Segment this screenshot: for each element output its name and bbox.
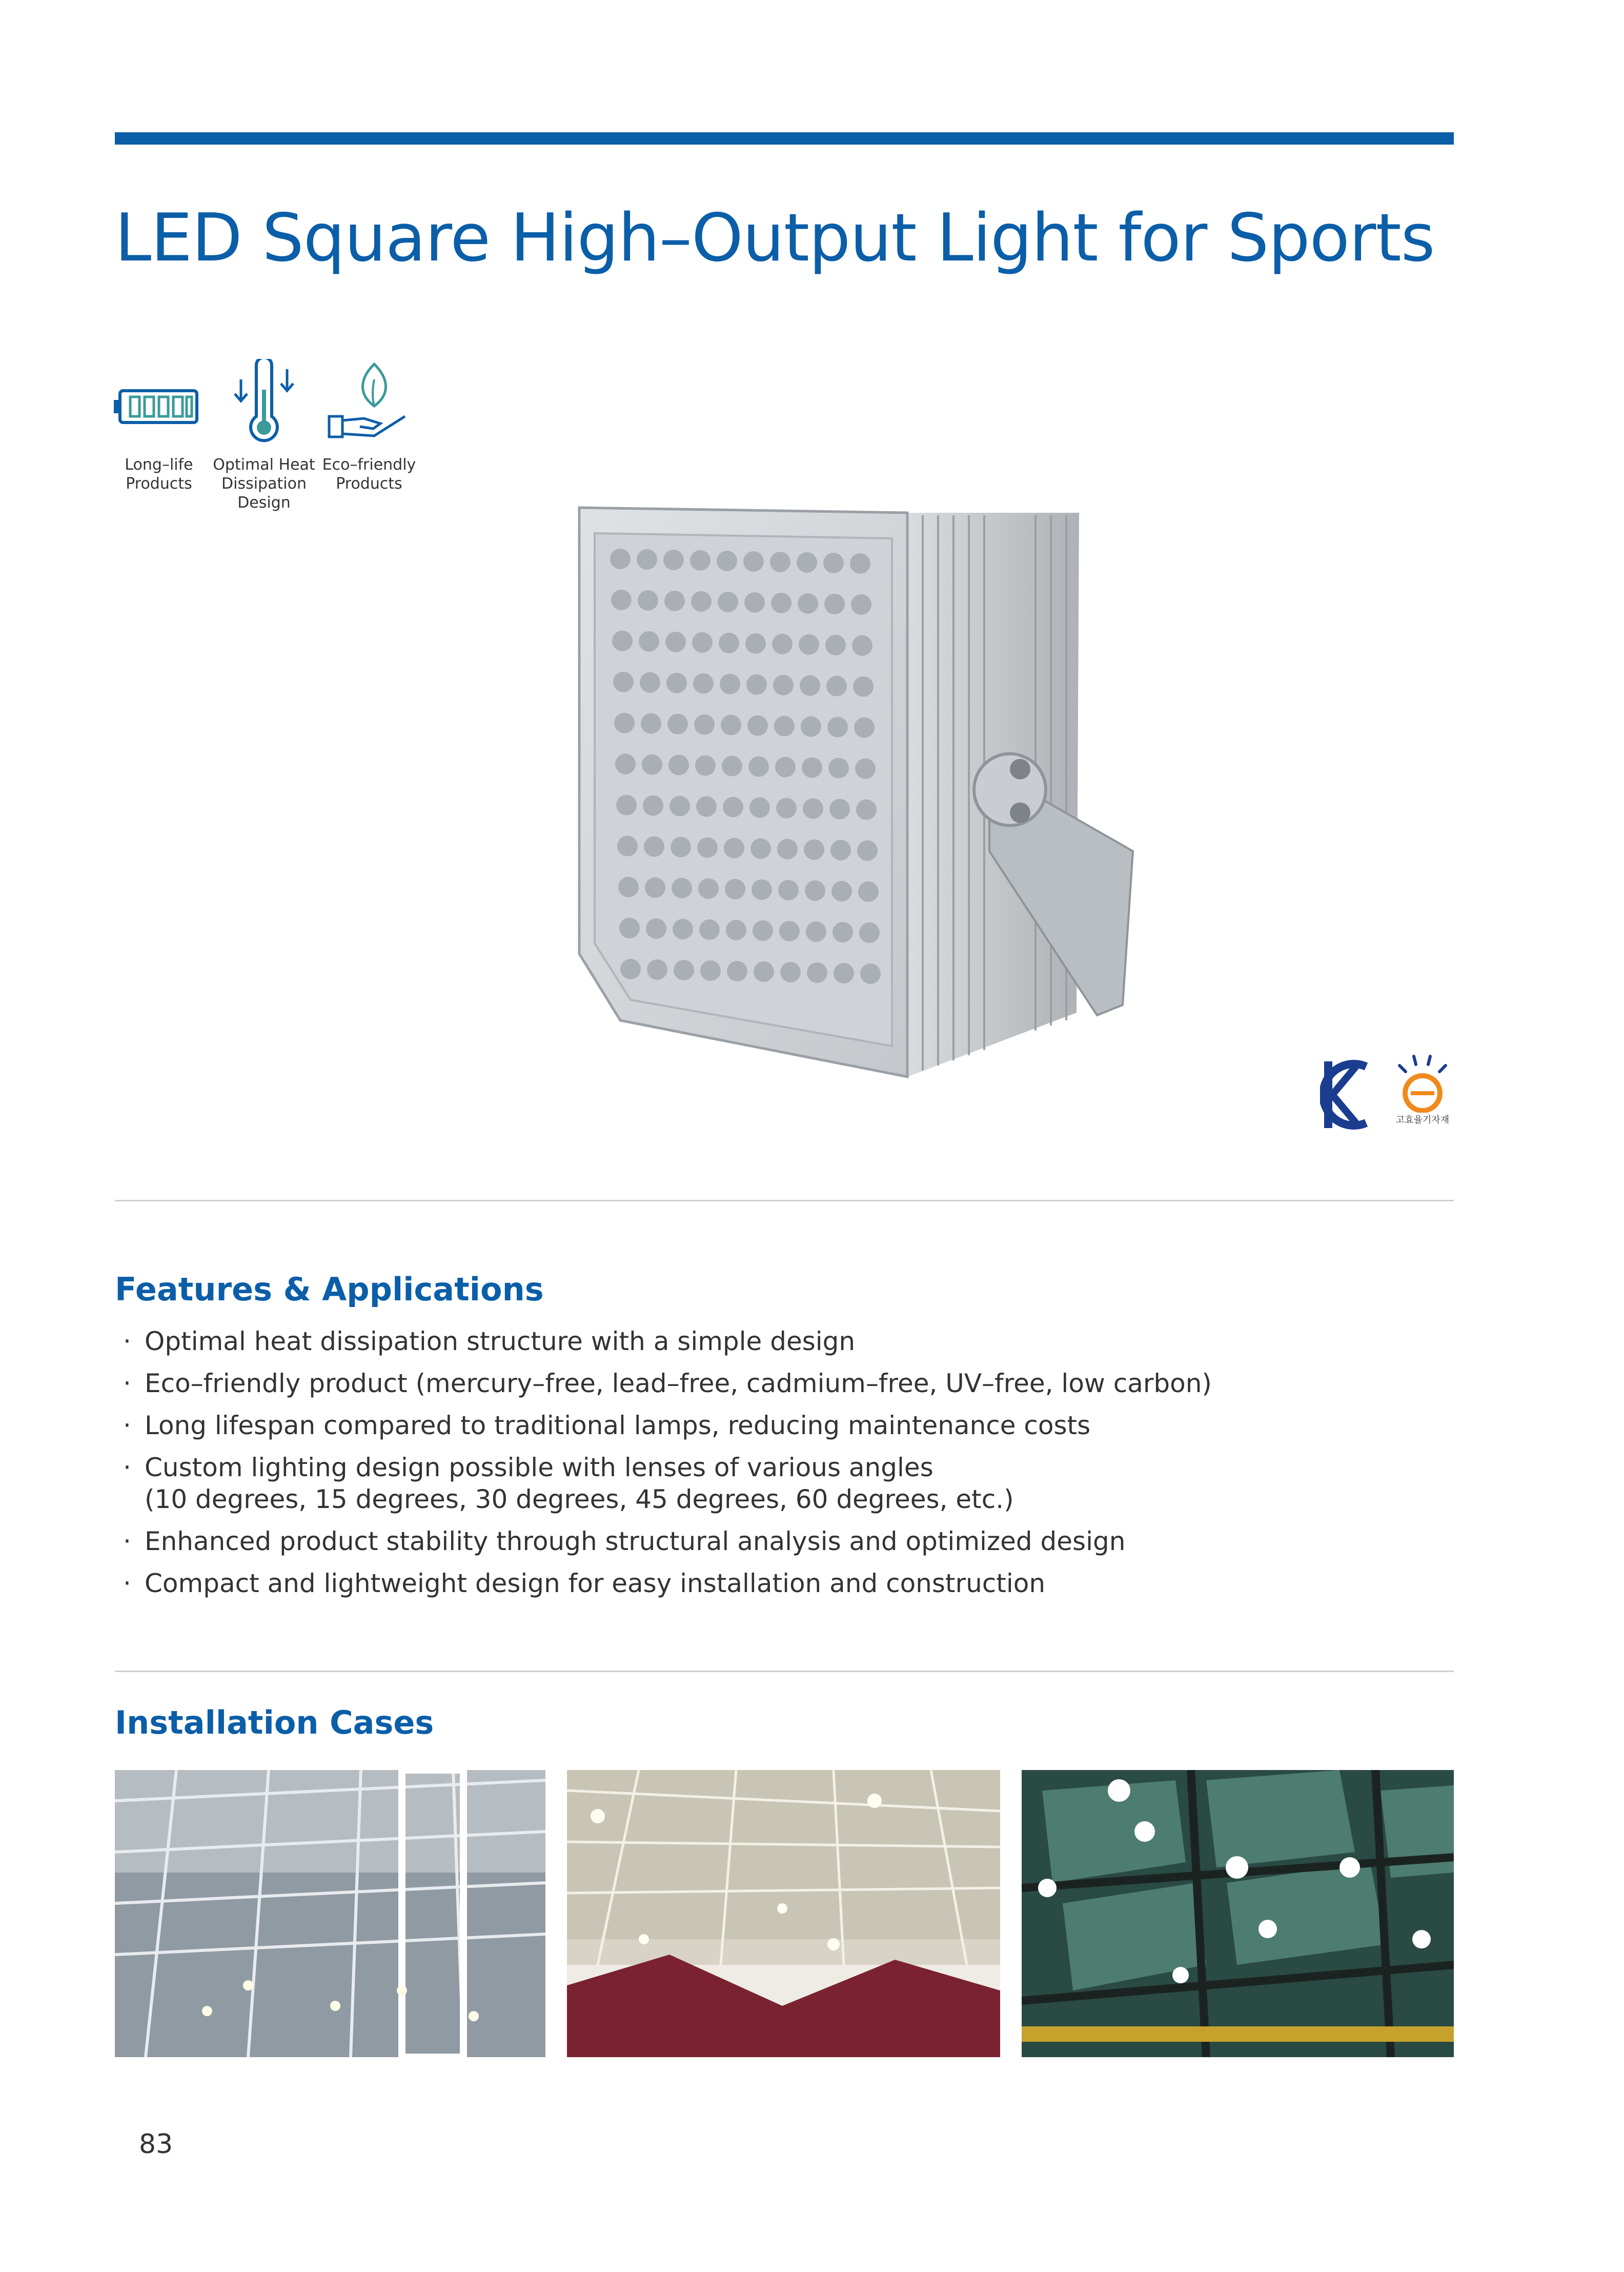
led-lens <box>669 796 690 816</box>
led-lens <box>616 795 637 815</box>
led-lens <box>663 550 684 570</box>
led-lens <box>774 716 795 736</box>
led-lens <box>744 592 765 613</box>
list-item: · Long lifespan compared to traditional lamps, reducing maintenance costs <box>123 1411 1091 1440</box>
led-lens <box>721 715 741 735</box>
led-lens <box>804 839 824 860</box>
section-divider <box>115 1200 1454 1201</box>
led-lens <box>717 551 737 571</box>
led-lens <box>800 675 820 696</box>
led-lens <box>615 754 636 774</box>
led-lens <box>697 837 718 858</box>
led-lens <box>613 672 634 692</box>
kc-mark-icon <box>1320 1056 1371 1133</box>
installation-photo-3 <box>1022 1770 1454 2057</box>
eco-mark-caption: 고효율기자재 <box>1395 1115 1450 1125</box>
led-lens <box>858 881 879 902</box>
led-lens <box>643 795 663 816</box>
led-lens <box>667 714 688 734</box>
led-lens <box>853 676 874 697</box>
led-lens <box>726 920 746 940</box>
led-lens <box>780 962 801 982</box>
led-lens <box>723 797 743 817</box>
list-item: · Compact and lightweight design for easy installation and construction <box>123 1569 1046 1598</box>
list-item: · Eco–friendly product (mercury–free, lead–free, cadmium–free, UV–free, low carbon) <box>123 1369 1212 1398</box>
led-lens <box>696 796 717 817</box>
led-lens <box>727 961 747 981</box>
led-lens <box>855 758 876 779</box>
product-image <box>543 492 1159 1108</box>
section-divider <box>115 1671 1454 1672</box>
led-lens <box>748 756 769 777</box>
led-lens <box>806 921 826 942</box>
led-lens <box>850 553 870 574</box>
led-lens <box>690 550 710 571</box>
led-lens <box>777 839 798 859</box>
led-lens <box>644 836 664 857</box>
led-lens <box>826 676 847 696</box>
led-lens <box>776 798 797 818</box>
led-lens <box>857 840 878 861</box>
led-lens <box>694 714 715 735</box>
led-lens <box>611 590 632 610</box>
led-lens <box>617 836 638 856</box>
led-lens <box>771 593 791 613</box>
installation-photo-1 <box>115 1770 545 2057</box>
led-lens <box>805 880 825 901</box>
feature-label-long-life: Long–life Products <box>125 456 193 493</box>
led-lens <box>645 877 665 898</box>
led-lens <box>779 921 800 941</box>
led-lens <box>797 552 817 573</box>
led-lens <box>852 635 872 656</box>
led-lens <box>647 959 667 980</box>
led-lens <box>825 635 846 655</box>
led-lens <box>770 552 790 572</box>
thermometer-icon <box>218 359 310 451</box>
top-rule <box>115 132 1454 145</box>
led-lens <box>807 962 827 983</box>
led-lens <box>778 880 799 900</box>
led-lens <box>724 838 744 858</box>
led-lens <box>827 717 848 737</box>
led-lens <box>754 961 774 982</box>
led-lens <box>824 594 845 614</box>
installation-photo-2 <box>567 1770 1000 2057</box>
led-lens <box>674 960 694 980</box>
led-lens <box>640 672 660 693</box>
led-lens <box>638 590 658 611</box>
led-lens <box>693 673 714 694</box>
led-lens <box>775 757 796 777</box>
led-lens <box>746 674 767 695</box>
led-lens <box>612 631 633 651</box>
led-lens <box>831 881 852 901</box>
led-lens <box>799 634 819 655</box>
led-lens <box>828 758 849 778</box>
led-lens <box>618 877 639 897</box>
led-lens <box>666 673 687 693</box>
led-lens <box>619 918 640 938</box>
led-lens <box>698 878 719 899</box>
led-lens <box>753 920 773 941</box>
page-number: 83 <box>139 2129 173 2160</box>
led-lens <box>823 553 844 573</box>
led-lens <box>614 713 635 733</box>
led-lens <box>718 592 738 612</box>
led-lens <box>700 960 721 981</box>
led-lens <box>673 919 693 939</box>
led-lens <box>664 591 685 611</box>
led-lens <box>671 837 691 857</box>
led-lens <box>830 840 851 860</box>
led-lens <box>750 838 771 859</box>
led-lens <box>745 633 766 654</box>
list-item: · Enhanced product stability through structural analysis and optimized design <box>123 1526 1126 1556</box>
led-lens <box>859 922 880 943</box>
led-lens <box>749 797 770 818</box>
led-lens <box>801 716 821 737</box>
led-lens <box>720 674 740 694</box>
led-lens <box>833 922 853 942</box>
led-lens <box>798 593 818 614</box>
led-lens <box>719 633 739 653</box>
led-lens <box>641 713 661 734</box>
led-lens <box>851 594 871 615</box>
led-lens <box>722 756 742 776</box>
led-lens <box>646 918 666 939</box>
led-lens <box>860 963 881 984</box>
led-lens <box>752 879 772 900</box>
led-lens <box>829 799 850 819</box>
led-lens <box>854 717 875 738</box>
feature-label-eco-friendly: Eco–friendly Products <box>322 456 416 493</box>
features-heading: Features & Applications <box>115 1271 544 1308</box>
features-list <box>123 1325 1435 1610</box>
led-lens <box>834 963 854 983</box>
led-lens <box>699 919 720 940</box>
led-lens <box>672 878 692 898</box>
led-lens <box>691 591 712 612</box>
led-lens <box>747 715 768 736</box>
led-lens <box>856 799 877 820</box>
installation-heading: Installation Cases <box>115 1704 434 1741</box>
leaf-hand-icon <box>323 359 415 451</box>
feature-label-heat-dissipation: Optimal Heat Dissipation Design <box>213 456 315 512</box>
led-lens <box>665 632 686 652</box>
led-lens <box>639 631 659 652</box>
led-lens <box>692 632 713 653</box>
led-lens <box>802 757 822 778</box>
led-lens <box>642 754 662 775</box>
led-lens <box>725 879 745 899</box>
led-lens <box>637 549 657 570</box>
led-lens <box>668 755 689 775</box>
led-lens <box>772 634 793 654</box>
led-lens <box>620 959 641 979</box>
led-lens <box>610 549 631 569</box>
led-lens <box>695 755 716 776</box>
page-title: LED Square High–Output Light for Sports <box>115 200 1435 276</box>
led-lens <box>743 551 764 572</box>
list-item: · Custom lighting design possible with lenses of various angles (10 degrees, 15 degrees, 30 degrees, 45 degrees, 60 degrees, etc.) <box>123 1453 1014 1514</box>
list-item: · Optimal heat dissipation structure with a simple design <box>123 1326 856 1356</box>
led-lens <box>803 798 823 819</box>
battery-icon <box>113 359 205 451</box>
led-lens <box>773 675 794 695</box>
